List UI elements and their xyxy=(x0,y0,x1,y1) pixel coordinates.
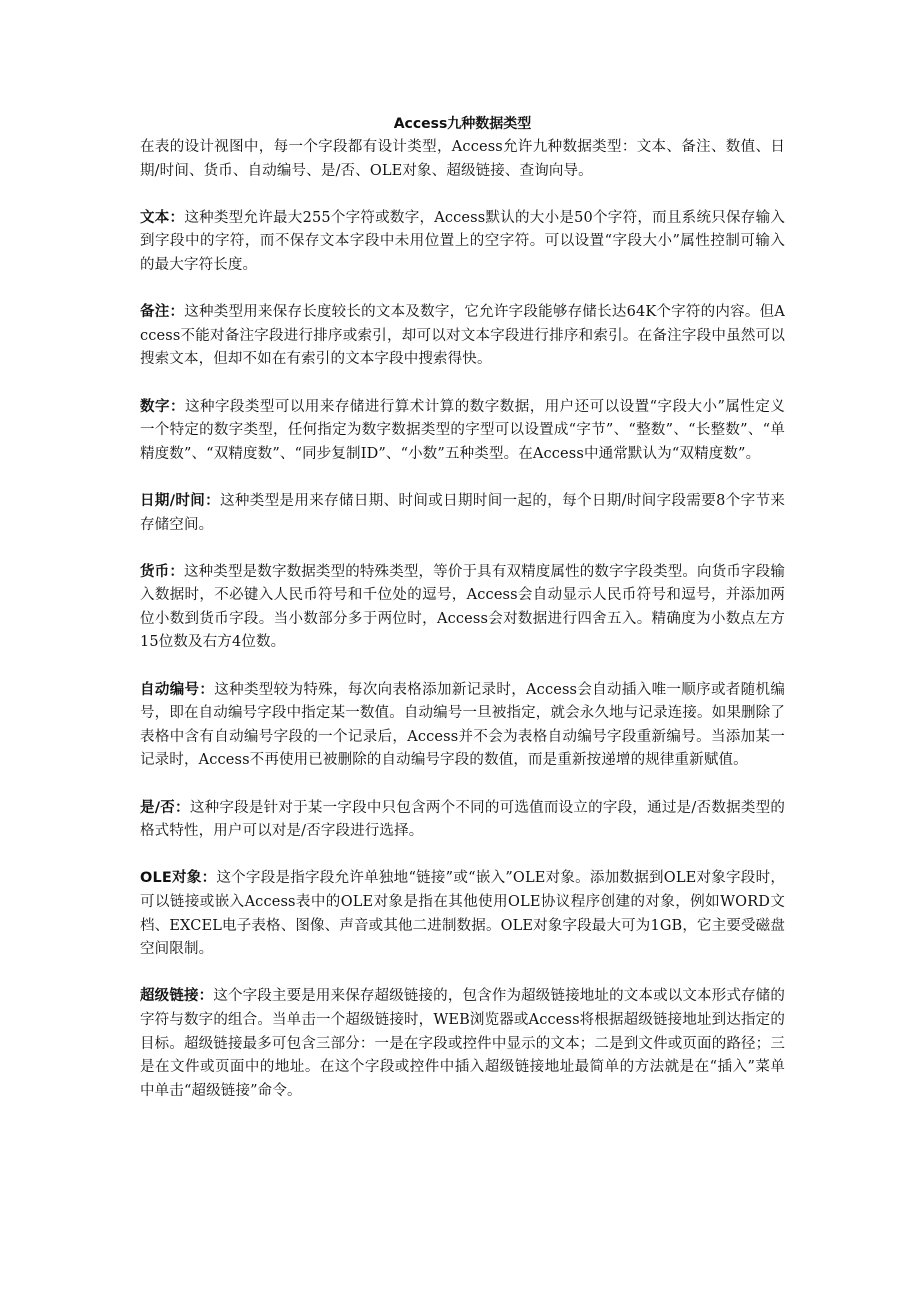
section-body: 这种字段类型可以用来存储进行算术计算的数字数据，用户还可以设置“字段大小”属性定义一个特定的数字类型，任何指定为数字数据类型的字型可以设置成“字节”、“整数”、“长整数”、“单精度数”、“双精度数”、“同步复制ID”、“小数”五种类型。在Access中通常默认为“双精度数”。 xyxy=(140,398,785,462)
paragraph-gap xyxy=(140,278,785,302)
section-ole-object xyxy=(140,867,785,961)
paragraph-gap xyxy=(140,655,785,679)
section-term: 文本： xyxy=(140,209,185,226)
section-term: 数字： xyxy=(140,398,185,415)
paragraph-gap xyxy=(140,962,785,986)
section-body: 这种类型是用来存储日期、时间或日期时间一起的，每个日期/时间字段需要8个字节来存储空间。 xyxy=(140,492,785,533)
section-term: 日期/时间： xyxy=(140,492,221,509)
section-number xyxy=(140,396,785,467)
section-body: 这种类型是数字数据类型的特殊类型，等价于具有双精度属性的数字字段类型。向货币字段输入数据时，不必键入人民币符号和千位处的逗号，Access会自动显示人民币符号和逗号，并添加两位小数到货币字段。当小数部分多于两位时，Access会对数据进行四舍五入。精确度为小数点左方15位数及右方4位数。 xyxy=(140,563,785,651)
section-autonumber xyxy=(140,679,785,773)
section-term: OLE对象： xyxy=(140,870,217,887)
paragraph-gap xyxy=(140,537,785,561)
paragraph-gap xyxy=(140,773,785,797)
section-body: 这种类型较为特殊，每次向表格添加新记录时，Access会自动插入唯一顺序或者随机编号，即在自动编号字段中指定某一数值。自动编号一旦被指定，就会永久地与记录连接。如果删除了表格中含有自动编号字段的一个记录后，Access并不会为表格自动编号字段重新编号。当添加某一记录时，Access不再使用已被删除的自动编号字段的数值，而是重新按递增的规律重新赋值。 xyxy=(140,681,786,769)
section-term: 货币： xyxy=(140,563,184,580)
intro-paragraph: 在表的设计视图中，每一个字段都有设计类型，Access允许九种数据类型：文本、备注、数值、日期/时间、货币、自动编号、是/否、OLE对象、超级链接、查询向导。 xyxy=(140,139,785,179)
section-term: 是/否： xyxy=(140,799,190,816)
section-body: 这种类型用来保存长度较长的文本及数字，它允许字段能够存储长达64K个字符的内容。但Access不能对备注字段进行排序或索引，却可以对文本字段进行排序和索引。在备注字段中虽然可以搜索文本，但却不如在有索引的文本字段中搜索得快。 xyxy=(140,304,785,368)
paragraph-gap xyxy=(140,372,785,396)
document-page xyxy=(140,113,785,1103)
section-datetime xyxy=(140,490,785,537)
paragraph-gap xyxy=(140,183,785,207)
section-body: 这种类型允许最大255个字符或数字，Access默认的大小是50个字符，而且系统只保存输入到字段中的字符，而不保存文本字段中未用位置上的空字符。可以设置“字段大小”属性控制可输入的最大字符长度。 xyxy=(140,209,785,273)
section-term: 自动编号： xyxy=(140,681,215,698)
section-body: 这个字段是指字段允许单独地“链接”或“嵌入”OLE对象。添加数据到OLE对象字段时，可以链接或嵌入Access表中的OLE对象是指在其他使用OLE协议程序创建的对象，例如WORD文档、EXCEL电子表格、图像、声音或其他二进制数据。OLE对象字段最大可为1GB，它主要受磁盘空间限制。 xyxy=(140,870,785,958)
section-hyperlink xyxy=(140,985,785,1103)
section-term: 超级链接： xyxy=(140,988,214,1005)
section-text xyxy=(140,207,785,278)
paragraph-gap xyxy=(140,844,785,868)
section-currency xyxy=(140,561,785,655)
section-memo xyxy=(140,301,785,372)
section-body: 这个字段主要是用来保存超级链接的，包含作为超级链接地址的文本或以文本形式存储的字符与数字的组合。当单击一个超级链接时，WEB浏览器或Access将根据超级链接地址到达指定的目标。超级链接最多可包含三部分：一是在字段或控件中显示的文本；二是到文件或页面的路径；三是在文件或页面中的地址。在这个字段或控件中插入超级链接地址最简单的方法就是在“插入”菜单中单击“超级链接”命令。 xyxy=(140,988,785,1099)
paragraph-gap xyxy=(140,466,785,490)
section-yesno xyxy=(140,797,785,844)
section-body: 这种字段是针对于某一字段中只包含两个不同的可选值而设立的字段，通过是/否数据类型的格式特性，用户可以对是/否字段进行选择。 xyxy=(140,799,785,840)
section-term: 备注： xyxy=(140,304,185,321)
document-title: Access九种数据类型 xyxy=(393,116,532,132)
